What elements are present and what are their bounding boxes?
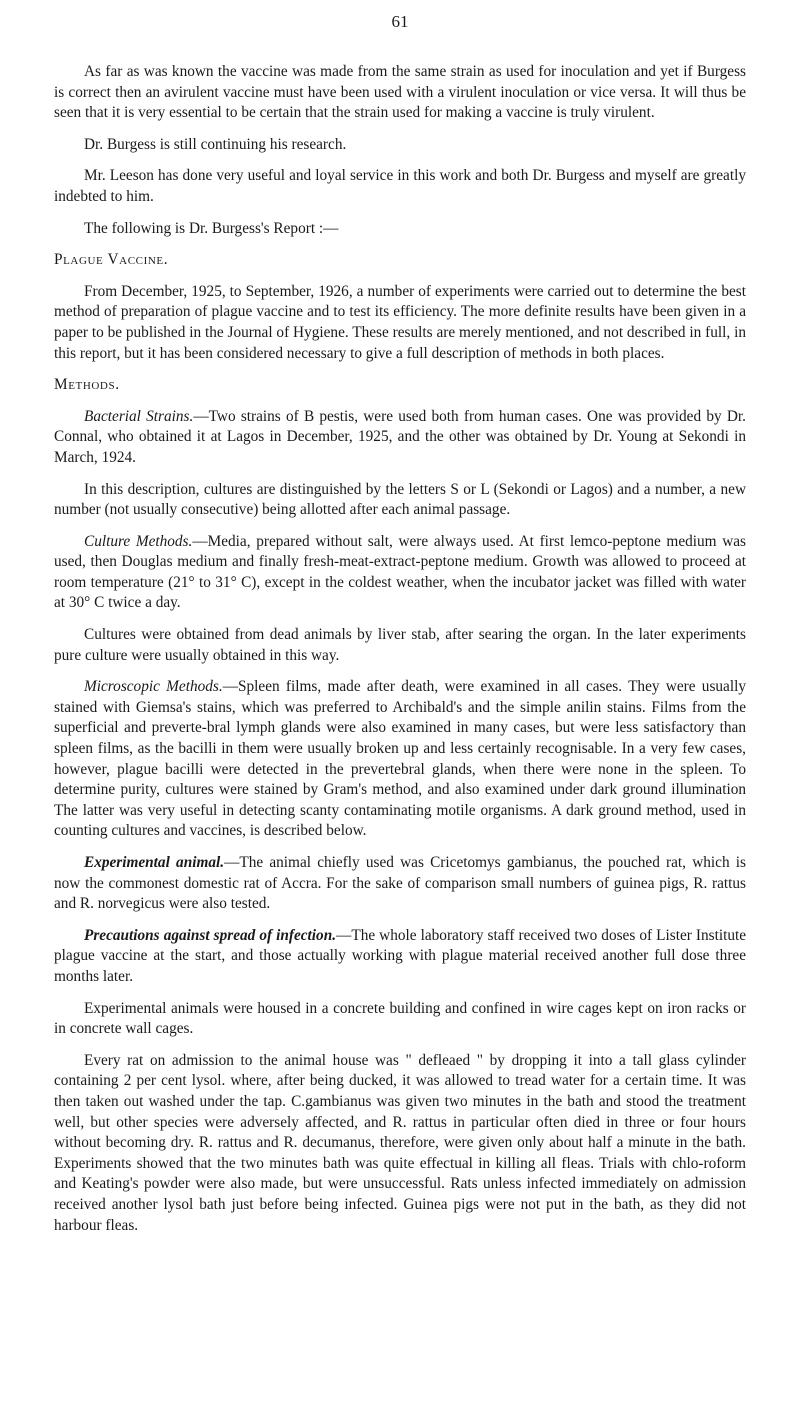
paragraph-culture-labels: In this description, cultures are distinguished by the letters S or L (Sekondi or Lagos) and a number, a new number (not usually consecutive) being allotted after each animal passage.	[54, 480, 746, 519]
text-culture-methods: —Media, prepared without salt, were always used. At first lemco-peptone medium was used, then Douglas medium and finally fresh-meat-extract-peptone medium. Growth was allowed to proceed at room temperature (21° to 31° C), except in the coldest weather, when the incubator jacket was filled with water at 30° C twice a day.	[54, 532, 746, 612]
page-number: 61	[391, 12, 409, 31]
text-microscopic-methods: —Spleen films, made after death, were examined in all cases. They were usually stained with Giemsa's stains, which was preferred to Archibald's and the simple anilin stains. Films from the superficial and preverte-bral lymph glands were also examined in many cases, but were less satisfactory than spleen films, as the bacilli in them were usually broken up and less certainly recognisable. In a very few cases, however, plague bacilli were detected in the prevertebral glands, when there were none in the spleen. To determine purity, cultures were stained by Gram's method, and also examined under dark ground illumination The latter was very useful in detecting scanty contaminating motile organisms. A dark ground method, used in counting cultures and vaccines, is described below.	[54, 678, 746, 840]
lead-bacterial-strains: Bacterial Strains.	[84, 407, 194, 425]
paragraph-defleaing: Every rat on admission to the animal house was " defleaed " by dropping it into a tall glass cylinder containing 2 per cent lysol. where, after being ducked, it was allowed to tread water for a certain time. It was then taken out washed under the tap. C.gambianus was given two minutes in the bath and stood the treatment well, but other species were adversely affected, and R. rattus in particular often died in three or four hours without becoming dry. R. rattus and R. decumanus, therefore, were given only about half a minute in the bath. Experiments showed that the two minutes bath was quite effectual in killing all fleas. Trials with chlo-roform and Keating's powder were also made, but were unsuccessful. Rats unless infected immediately on admission received another lysol bath just before being infected. Guinea pigs were not put in the bath, as they did not harbour fleas.	[54, 1051, 746, 1234]
paragraph-microscopic-methods	[54, 677, 746, 842]
paragraph-animal-housing: Experimental animals were housed in a concrete building and confined in wire cages kept on iron racks or in concrete wall cages.	[54, 999, 746, 1038]
paragraph-experiments-overview: From December, 1925, to September, 1926, a number of experiments were carried out to determine the best method of preparation of plague vaccine and to test its efficiency. The more definite results have been given in a paper to be published in the Journal of Hygiene. These results are merely mentioned, and not described in full, in this report, but it has been considered necessary to give a full description of methods in both places.	[54, 282, 746, 362]
paragraph-culture-methods	[54, 532, 746, 614]
paragraph-precautions	[54, 926, 746, 988]
text-precautions: —The whole laboratory staff received two doses of Lister Institute plague vaccine at the start, and those actually working with plague material received another full dose three months later.	[54, 926, 747, 985]
heading-methods: Methods.	[54, 376, 120, 394]
paragraph-leeson-acknowledgement: Mr. Leeson has done very useful and loyal service in this work and both Dr. Burgess and myself are greatly indebted to him.	[54, 167, 746, 205]
paragraph-experimental-animal	[54, 853, 746, 915]
lead-experimental-animal: Experimental animal.	[84, 854, 225, 871]
paragraph-research-continuing: Dr. Burgess is still continuing his research.	[84, 135, 347, 153]
paragraph-vaccine-strain: As far as was known the vaccine was made from the same strain as used for inoculation and yet if Burgess is correct then an avirulent vaccine must have been used with a virulent inoculation or vice versa. It will thus be seen that it is very essential to be certain that the strain used for making a vaccine is truly virulent.	[54, 63, 746, 122]
text-experimental-animal: —The animal chiefly used was Cricetomys gambianus, the pouched rat, which is now the commonest domestic rat of Accra. For the sake of comparison small numbers of guinea pigs, R. rattus and R. norvegicus were also tested.	[54, 854, 747, 913]
paragraph-report-intro: The following is Dr. Burgess's Report :—	[84, 219, 339, 237]
paragraph-bacterial-strains	[54, 407, 746, 469]
lead-microscopic-methods: Microscopic Methods.	[84, 678, 223, 696]
heading-plague-vaccine: Plague Vaccine.	[54, 251, 169, 269]
text-bacterial-strains: —Two strains of B pestis, were used both from human cases. One was provided by Dr. Connal, who obtained it at Lagos in December, 1925, and the other was obtained by Dr. Young at Sekondi in March, 1924.	[54, 407, 746, 466]
lead-culture-methods: Culture Methods.	[84, 532, 193, 550]
document-body	[54, 62, 746, 1247]
lead-precautions: Precautions against spread of infection.	[84, 926, 337, 944]
paragraph-cultures-obtained: Cultures were obtained from dead animals by liver stab, after searing the organ. In the later experiments pure culture were usually obtained in this way.	[54, 626, 746, 664]
